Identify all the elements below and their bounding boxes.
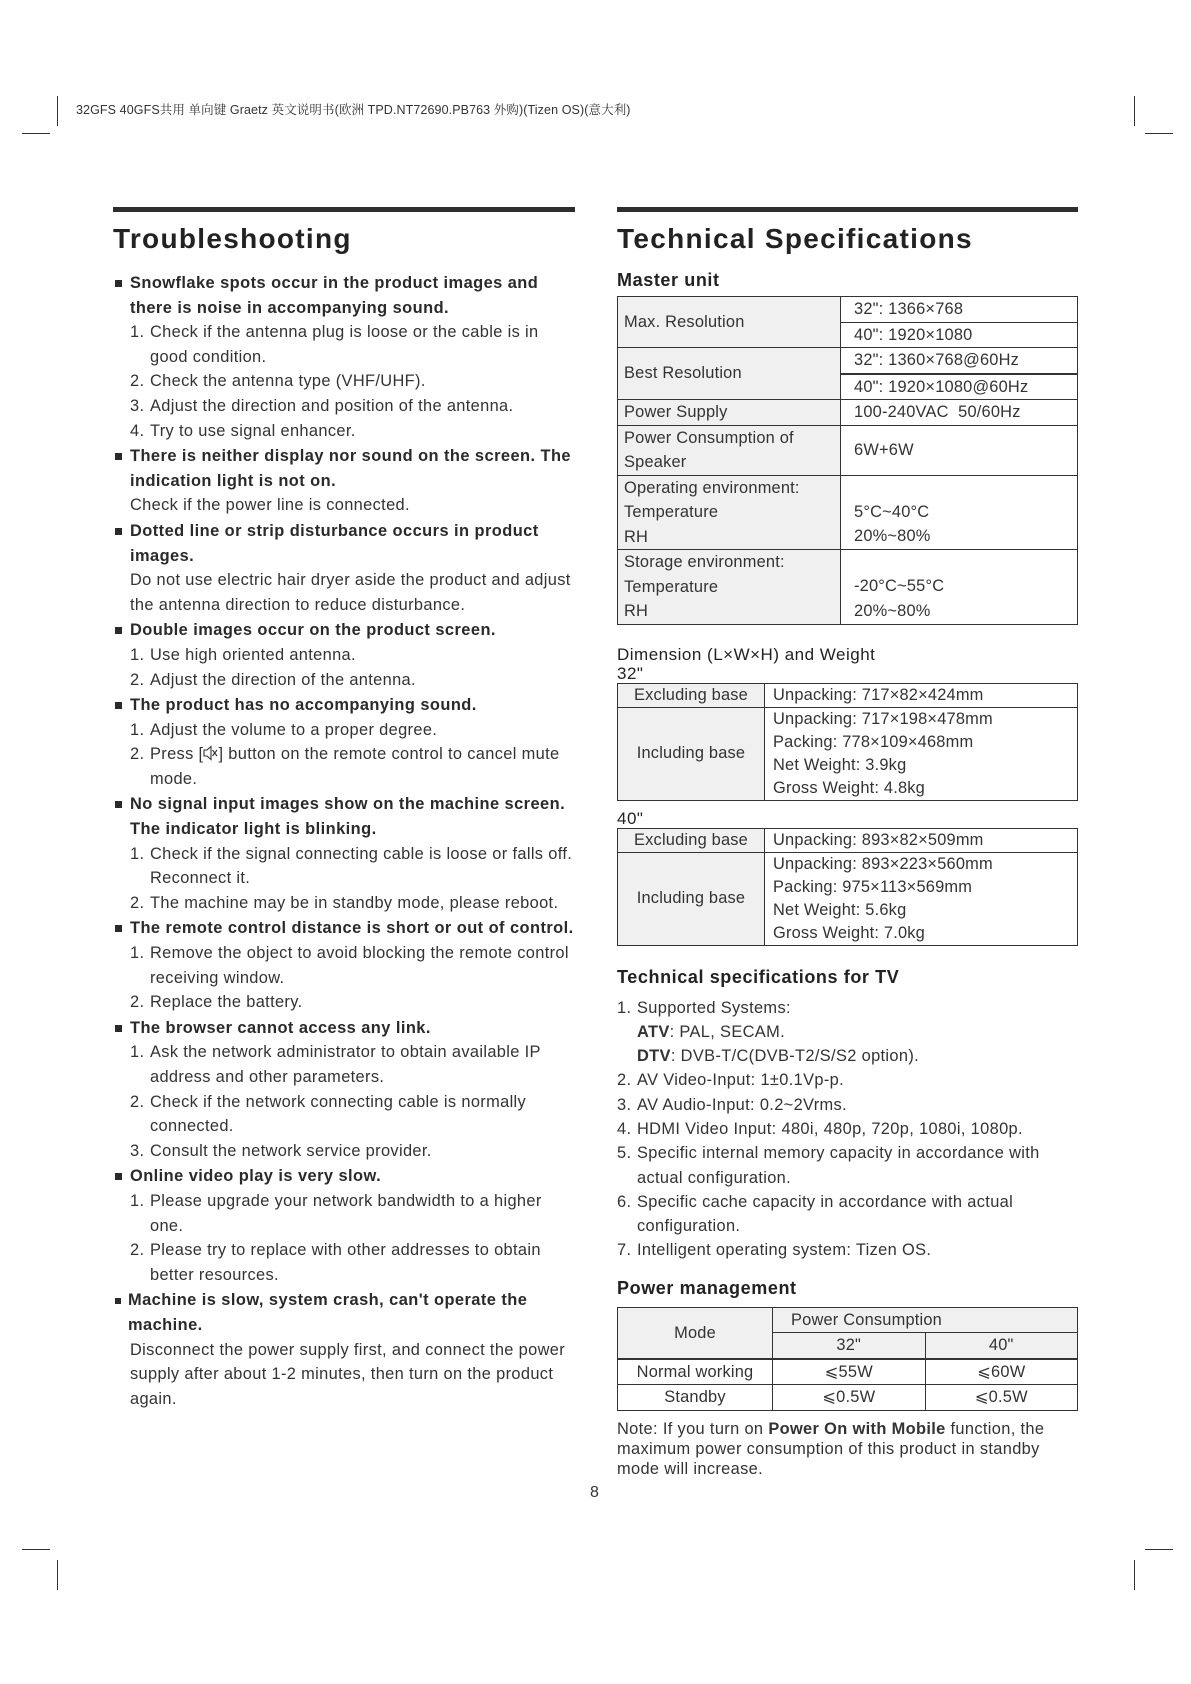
- spec-value: 40": 1920×1080@60Hz: [841, 374, 1078, 400]
- size-40-header: 40": [925, 1333, 1078, 1359]
- item-heading: Online video play is very slow.: [130, 1167, 382, 1186]
- dimension-value: Unpacking: 893×82×509mm: [765, 828, 1078, 852]
- spec-label: Power Supply: [618, 400, 841, 426]
- tv-spec-atv: ATV: PAL, SECAM.: [637, 1022, 785, 1041]
- crop-mark: [1134, 1560, 1135, 1590]
- tv-spec-dtv: DTV: DVB-T/C(DVB-T2/S/S2 option).: [637, 1047, 920, 1066]
- item-heading: Dotted line or strip disturbance occurs in product images.: [130, 521, 539, 565]
- power-consumption-header: Power Consumption: [773, 1307, 1078, 1333]
- item-step: 1. Remove the object to avoid blocking the remote control receiving window.: [130, 944, 569, 987]
- crop-mark: [1145, 1549, 1173, 1550]
- troubleshooting-item: [113, 519, 575, 617]
- document-header: 32GFS 40GFS共用 单向键 Graetz 英文说明书(欧洲 TPD.NT72690.PB763 外购)(Tizen OS)(意大利): [76, 103, 631, 117]
- troubleshooting-item: [113, 444, 575, 518]
- power-note: Note: If you turn on Power On with Mobile function, the maximum power consumption of this product in standby mode will increase.: [617, 1419, 1045, 1478]
- tv-spec-item: 2. AV Video-Input: 1±0.1Vp-p.: [617, 1071, 845, 1090]
- crop-mark: [22, 1549, 50, 1550]
- item-step: 2. Please try to replace with other addresses to obtain better resources.: [130, 1241, 541, 1284]
- tv-spec-item: 4. HDMI Video Input: 480i, 480p, 720p, 1080i, 1080p.: [617, 1119, 1023, 1138]
- section-rule: [617, 207, 1078, 212]
- item-step: 1. Check if the signal connecting cable is loose or falls off. Reconnect it.: [130, 844, 573, 888]
- dimension-table-40: [617, 828, 1078, 946]
- square-bullet-icon: [115, 528, 122, 535]
- square-bullet-icon: [115, 925, 122, 932]
- spec-value: 100-240VAC 50/60Hz: [841, 400, 1078, 426]
- master-unit-table: [617, 296, 1078, 625]
- model-size-label: 32": [617, 663, 644, 683]
- item-heading: The browser cannot access any link.: [130, 1018, 431, 1037]
- spec-value: -20°C~55°C 20%~80%: [841, 550, 1078, 625]
- item-heading: Machine is slow, system crash, can't operate the machine.: [128, 1291, 528, 1334]
- dimension-value: Unpacking: 717×198×478mm Packing: 778×109×468mm Net Weight: 3.9kg Gross Weight: 4.8kg: [765, 707, 1078, 800]
- dimension-title: Dimension (L×W×H) and Weight: [617, 644, 876, 664]
- power-value: ⩽0.5W: [773, 1385, 926, 1411]
- tv-spec-item: 1. Supported Systems:: [617, 998, 791, 1017]
- dimension-value: Unpacking: 717×82×424mm: [765, 683, 1078, 707]
- crop-mark: [57, 96, 58, 126]
- spec-label: Best Resolution: [618, 348, 841, 400]
- square-bullet-icon: [115, 1025, 122, 1032]
- item-heading: The remote control distance is short or out of control.: [130, 919, 574, 938]
- item-step: 4. Try to use signal enhancer.: [130, 421, 356, 440]
- item-heading: There is neither display nor sound on the screen. The indication light is not on.: [130, 447, 571, 490]
- troubleshooting-item: [113, 271, 575, 443]
- troubleshooting-item: [113, 618, 575, 692]
- crop-mark: [1145, 133, 1173, 134]
- item-step: 3. Consult the network service provider.: [130, 1141, 432, 1160]
- item-step: 3. Adjust the direction and position of the antenna.: [130, 396, 514, 415]
- dimension-label: Excluding base: [618, 828, 765, 852]
- tv-spec-item: 6. Specific cache capacity in accordance with actual configuration.: [617, 1192, 1014, 1236]
- tv-spec-item: 5. Specific internal memory capacity in accordance with actual configuration.: [617, 1144, 1040, 1187]
- item-body: Do not use electric hair dryer aside the product and adjust the antenna direction to reduce disturbance.: [130, 571, 571, 614]
- power-management-title: Power management: [617, 1277, 797, 1298]
- dimension-label: Excluding base: [618, 683, 765, 707]
- item-step: 2. Replace the battery.: [130, 993, 303, 1012]
- square-bullet-icon: [115, 801, 122, 808]
- item-heading: The product has no accompanying sound.: [130, 696, 477, 715]
- specifications-title: Technical Specifications: [617, 223, 973, 254]
- item-step: 2. The machine may be in standby mode, please reboot.: [130, 893, 559, 912]
- item-step: 2. Adjust the direction of the antenna.: [130, 670, 416, 689]
- item-step: 2. Check the antenna type (VHF/UHF).: [130, 372, 426, 391]
- troubleshooting-item: [113, 1288, 575, 1411]
- item-heading: Double images occur on the product screen.: [130, 621, 496, 640]
- tv-specs-title: Technical specifications for TV: [617, 966, 900, 987]
- item-step: 1. Adjust the volume to a proper degree.: [130, 720, 438, 739]
- square-bullet-icon: [115, 1298, 121, 1304]
- master-unit-title: Master unit: [617, 270, 720, 290]
- power-value: ⩽55W: [773, 1359, 926, 1385]
- item-body: Check if the power line is connected.: [130, 496, 410, 515]
- tv-spec-item: 3. AV Audio-Input: 0.2~2Vrms.: [617, 1095, 847, 1114]
- item-step: 1. Ask the network administrator to obtain available IP address and other parameters.: [130, 1043, 541, 1086]
- power-management-table: [617, 1307, 1078, 1411]
- spec-label: Power Consumption of Speaker: [618, 425, 841, 475]
- dimension-table-32: [617, 683, 1078, 801]
- item-step: 1. Check if the antenna plug is loose or the cable is in good condition.: [130, 323, 539, 366]
- size-32-header: 32": [773, 1333, 926, 1359]
- crop-mark: [57, 1560, 58, 1590]
- troubleshooting-item: [113, 792, 575, 915]
- item-step: 2. Check if the network connecting cable is normally connected.: [130, 1092, 527, 1136]
- mute-icon: [203, 745, 218, 761]
- page-number: 8: [590, 1484, 599, 1501]
- mode-cell: Normal working: [618, 1359, 773, 1385]
- item-step: 1. Use high oriented antenna.: [130, 645, 356, 664]
- square-bullet-icon: [115, 627, 122, 634]
- tv-spec-item: 7. Intelligent operating system: Tizen OS.: [617, 1241, 932, 1260]
- dimension-label: Including base: [618, 852, 765, 945]
- dimension-label: Including base: [618, 707, 765, 800]
- item-heading: No signal input images show on the machine screen. The indicator light is blinking.: [130, 795, 566, 839]
- item-body: Disconnect the power supply first, and connect the power supply after about 1-2 minutes, then turn on the product again.: [130, 1340, 566, 1408]
- spec-label: Max. Resolution: [618, 297, 841, 348]
- square-bullet-icon: [115, 453, 122, 460]
- crop-mark: [1134, 96, 1135, 126]
- crop-mark: [22, 133, 50, 134]
- item-step: 1. Please upgrade your network bandwidth to a higher one.: [130, 1191, 542, 1235]
- spec-label: Operating environment: Temperature RH: [618, 475, 841, 550]
- model-size-label: 40": [617, 808, 644, 828]
- power-value: ⩽0.5W: [925, 1385, 1078, 1411]
- spec-value: 5°C~40°C 20%~80%: [841, 475, 1078, 550]
- power-value: ⩽60W: [925, 1359, 1078, 1385]
- item-step: 2. Press [ ] button on the remote control to cancel mute mode.: [130, 745, 560, 788]
- technical-specifications-section: [617, 207, 1078, 1479]
- square-bullet-icon: [115, 280, 122, 287]
- tv-specs-list: [617, 996, 1078, 1263]
- spec-value: 32": 1360×768@60Hz: [841, 348, 1078, 374]
- troubleshooting-list: [113, 271, 575, 1411]
- troubleshooting-item: [113, 1164, 575, 1287]
- troubleshooting-title: Troubleshooting: [113, 223, 352, 254]
- dimension-value: Unpacking: 893×223×560mm Packing: 975×113×569mm Net Weight: 5.6kg Gross Weight: 7.0kg: [765, 852, 1078, 945]
- mode-cell: Standby: [618, 1385, 773, 1411]
- item-heading: Snowflake spots occur in the product images and there is noise in accompanying sound.: [130, 274, 539, 317]
- square-bullet-icon: [115, 1173, 122, 1180]
- troubleshooting-item: [113, 916, 575, 1014]
- troubleshooting-section: [113, 207, 575, 1412]
- spec-value: 40": 1920×1080: [841, 322, 1078, 348]
- spec-label: Storage environment: Temperature RH: [618, 550, 841, 625]
- mode-header: Mode: [618, 1307, 773, 1359]
- spec-value: 6W+6W: [841, 425, 1078, 475]
- square-bullet-icon: [115, 702, 122, 709]
- troubleshooting-item: [113, 693, 575, 791]
- section-rule: [113, 207, 575, 212]
- troubleshooting-item: [113, 1016, 575, 1164]
- spec-value: 32": 1366×768: [841, 297, 1078, 323]
